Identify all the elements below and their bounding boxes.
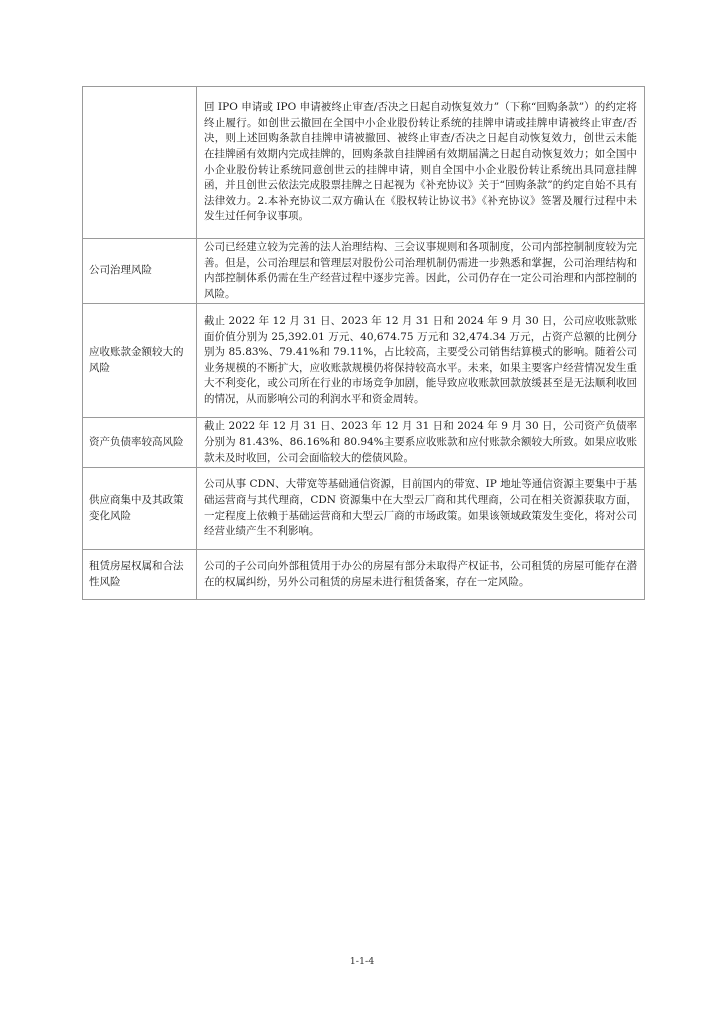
risk-description-cell: 截止 2022 年 12 月 31 日、2023 年 12 月 31 日和 2024 年 9 月 30 日，公司应收账款账面价值分别为 25,392.01 万元、40,674.75 万元和 32,474.34 万元，占资产总额的比例分别为 85.83%、79.41%和 79.11%，占比较高，主要受公司销售结算模式的影响。随着公司业务规模的不断扩大，应收账款规模仍将保持较高水平。未来，如果主要客户经营情况发生重大不利变化，或公司所在行业的市场竞争加剧，能导致应收账款回款放缓甚至是无法顺利收回的情况，从而影响公司的利润水平和资金周转。: [197, 304, 645, 418]
table-row: [83, 418, 645, 468]
risk-name-cell: 公司治理风险: [83, 239, 197, 304]
risk-description-cell: 公司已经建立较为完善的法人治理结构、三会议事规则和各项制度，公司内部控制制度较为完善。但是，公司治理层和管理层对股份公司治理机制仍需进一步熟悉和掌握，公司治理结构和内部控制体系仍需在生产经营过程中逐步完善。因此，公司仍存在一定公司治理和内部控制的风险。: [197, 239, 645, 304]
risk-description-cell: 公司的子公司向外部租赁用于办公的房屋有部分未取得产权证书，公司租赁的房屋可能存在潜在的权属纠纷，另外公司租赁的房屋未进行租赁备案，存在一定风险。: [197, 550, 645, 600]
table-row: [83, 87, 645, 239]
risk-factor-table: [82, 86, 645, 600]
table-row: [83, 304, 645, 418]
risk-description-cell: 公司从事 CDN、大带宽等基础通信资源，目前国内的带宽、IP 地址等通信资源主要集中于基础运营商与其代理商，CDN 资源集中在大型云厂商和其代理商，公司在相关资源获取方面，一定程度上依赖于基础运营商和大型云厂商的市场政策。如果该领域政策发生变化，将对公司经营业绩产生不利影响。: [197, 468, 645, 550]
risk-name-cell: 应收账款金额较大的风险: [83, 304, 197, 418]
risk-name-cell: 供应商集中及其政策变化风险: [83, 468, 197, 550]
table-row: [83, 550, 645, 600]
risk-description-cell: 截止 2022 年 12 月 31 日、2023 年 12 月 31 日和 2024 年 9 月 30 日，公司资产负债率分别为 81.43%、86.16%和 80.94%主要系应收账款和应付账款余额较大所致。如果应收账款未及时收回，公司会面临较大的偿债风险。: [197, 418, 645, 468]
table-row: [83, 239, 645, 304]
page-number: 1-1-4: [349, 956, 375, 967]
risk-name-cell: 租赁房屋权属和合法性风险: [83, 550, 197, 600]
risk-name-cell: [83, 87, 197, 239]
table-row: [83, 468, 645, 550]
risk-description-cell: 回 IPO 申请或 IPO 申请被终止审查/否决之日起自动恢复效力”（下称“回购条款”）的约定将终止履行。如创世云撤回在全国中小企业股份转让系统的挂牌申请或挂牌申请被终止审查/否决，则上述回购条款自挂牌申请被撤回、被终止审查/否决之日起自动恢复效力，创世云未能在挂牌函有效期内完成挂牌的，回购条款自挂牌函有效期届满之日起自动恢复效力；如全国中小企业股份转让系统同意创世云的挂牌申请，则自全国中小企业股份转让系统出具同意挂牌函，并且创世云依法完成股票挂牌之日起视为《补充协议》关于“回购条款”的约定自始不具有法律效力。2.本补充协议二双方确认在《股权转让协议书》《补充协议》签署及履行过程中未发生过任何争议事项。: [197, 87, 645, 239]
risk-name-cell: 资产负债率较高风险: [83, 418, 197, 468]
